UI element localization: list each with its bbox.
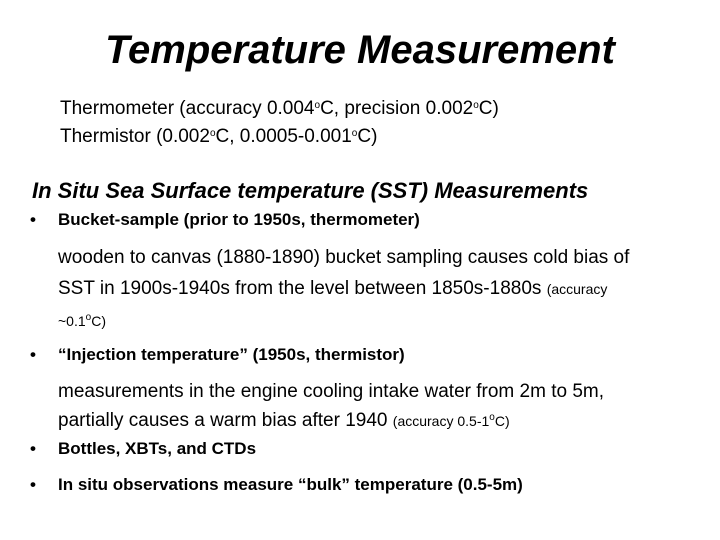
bullet-icon: •	[30, 345, 36, 364]
degree-symbol: o	[489, 412, 495, 423]
intro-text: C, precision 0.002	[320, 98, 474, 119]
bullet-bucket-sample	[30, 210, 420, 230]
bullet-detail-line: wooden to canvas (1880-1890) bucket sampling causes cold bias of	[58, 247, 630, 268]
bullet-icon: •	[30, 439, 36, 458]
bullet-bottles-xbts-ctds	[30, 439, 256, 459]
detail-text: SST in 1900s-1940s from the level between 1850s-1880s	[58, 278, 542, 299]
intro-text: C)	[357, 126, 378, 147]
degree-symbol: o	[351, 128, 358, 139]
bullet-detail-line: measurements in the engine cooling intake water from 2m to 5m,	[58, 381, 604, 402]
intro-text: Thermistor (0.002	[60, 126, 210, 147]
intro-text: Thermometer (accuracy 0.004	[60, 98, 315, 119]
degree-symbol: o	[473, 100, 479, 111]
slide-title: Temperature Measurement	[105, 28, 615, 72]
accuracy-note: (accuracy	[546, 281, 608, 297]
intro-line-thermistor	[60, 126, 377, 148]
bullet-injection-temperature	[30, 345, 405, 365]
bullet-icon: •	[30, 475, 36, 494]
degree-symbol: o	[314, 100, 321, 111]
bullet-icon: •	[30, 210, 36, 229]
bullet-detail-line	[58, 410, 510, 432]
bullet-label: Bottles, XBTs, and CTDs	[58, 439, 257, 458]
bullet-label: In situ observations measure “bulk” temperature (0.5-5m)	[58, 475, 523, 494]
bullet-in-situ-bulk	[30, 475, 523, 495]
degree-symbol: o	[85, 312, 92, 323]
bullet-label: “Injection temperature” (1950s, thermistor)	[58, 345, 405, 364]
section-heading: In Situ Sea Surface temperature (SST) Measurements	[32, 178, 589, 203]
accuracy-text: ~0.1	[58, 313, 86, 329]
degree-symbol: o	[209, 128, 216, 139]
accuracy-note	[393, 413, 510, 429]
intro-text: C, 0.0005-0.001	[215, 126, 352, 147]
bullet-label: Bucket-sample (prior to 1950s, thermometer)	[58, 210, 420, 229]
detail-text: partially causes a warm bias after 1940	[58, 410, 388, 431]
bullet-detail-line	[58, 278, 607, 300]
accuracy-note-continued	[58, 312, 106, 329]
intro-text: C)	[478, 98, 499, 119]
accuracy-text: C)	[494, 413, 510, 429]
accuracy-text: C)	[91, 313, 106, 329]
accuracy-text: (accuracy 0.5-1	[392, 413, 490, 429]
intro-line-thermometer	[60, 98, 499, 120]
